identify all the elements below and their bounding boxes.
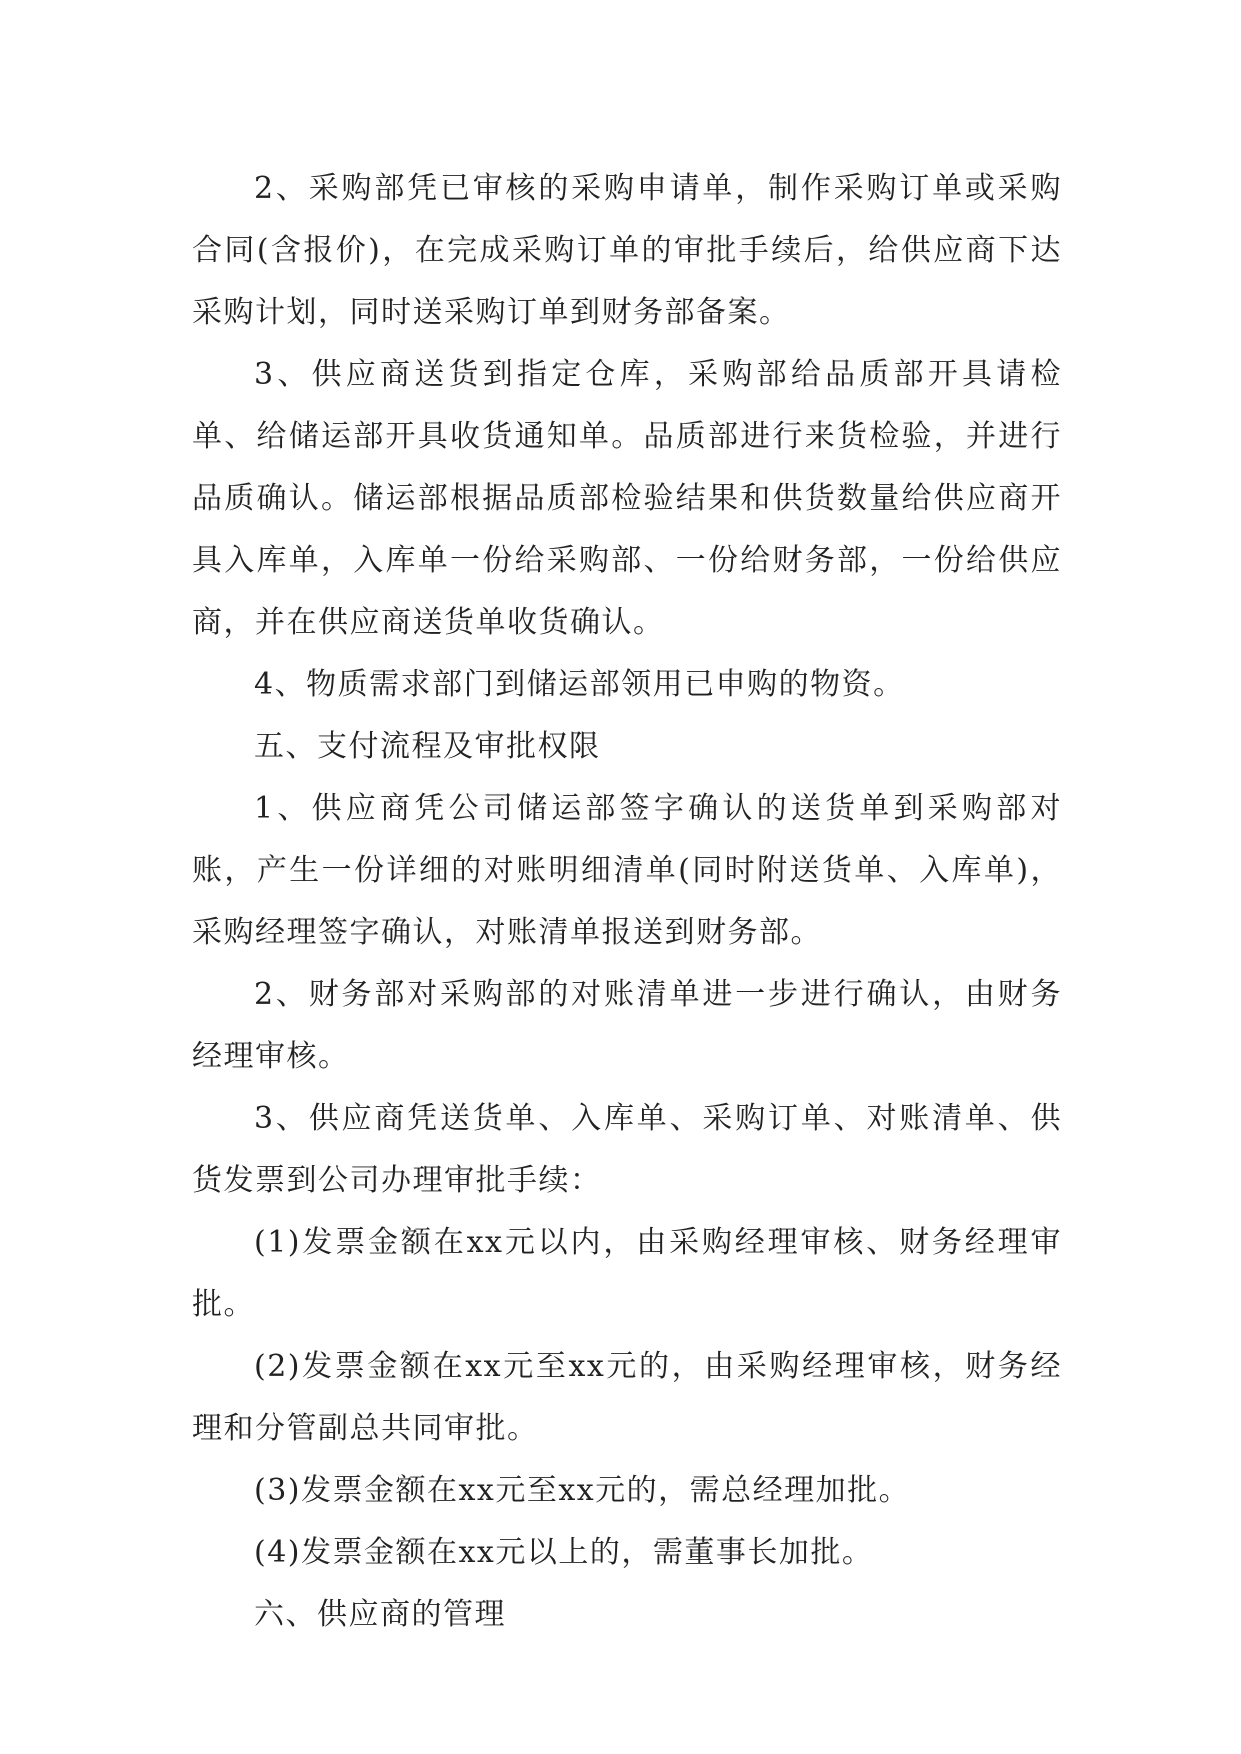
paragraph-finance-confirmation: 2、财务部对采购部的对账清单进一步进行确认，由财务经理审核。 xyxy=(192,977,1062,1074)
paragraph-delivery-inspection: 3、供应商送货到指定仓库，采购部给品质部开具请检单、给储运部开具收货通知单。品质部进行来货检验，并进行品质确认。储运部根据品质部检验结果和供货数量给供应商开具入库单，入库单一份给采购部、一份给财务部，一份给供应商，并在供应商送货单收货确认。 xyxy=(192,357,1062,640)
paragraph-reconciliation: 1、供应商凭公司储运部签字确认的送货单到采购部对账，产生一份详细的对账明细清单(同时附送货单、入库单)，采购经理签字确认，对账清单报送到财务部。 xyxy=(192,791,1062,950)
paragraph-approval-procedure: 3、供应商凭送货单、入库单、采购订单、对账清单、供货发票到公司办理审批手续： xyxy=(192,1101,1062,1198)
approval-tier-2: (2)发票金额在xx元至xx元的，由采购经理审核，财务经理和分管副总共同审批。 xyxy=(192,1349,1062,1446)
section-heading-supplier-management: 六、供应商的管理 xyxy=(254,1597,506,1632)
section-heading-payment: 五、支付流程及审批权限 xyxy=(254,729,601,764)
approval-tier-4: (4)发票金额在xx元以上的，需董事长加批。 xyxy=(254,1535,874,1570)
paragraph-order-placement: 2、采购部凭已审核的采购申请单，制作采购订单或采购合同(含报价)，在完成采购订单的审批手续后，给供应商下达采购计划，同时送采购订单到财务部备案。 xyxy=(192,171,1062,330)
approval-tier-3: (3)发票金额在xx元至xx元的，需总经理加批。 xyxy=(254,1473,911,1508)
document-body xyxy=(192,158,1062,1646)
approval-tier-1: (1)发票金额在xx元以内，由采购经理审核、财务经理审批。 xyxy=(192,1225,1062,1322)
paragraph-material-collection: 4、物质需求部门到储运部领用已申购的物资。 xyxy=(254,667,905,702)
